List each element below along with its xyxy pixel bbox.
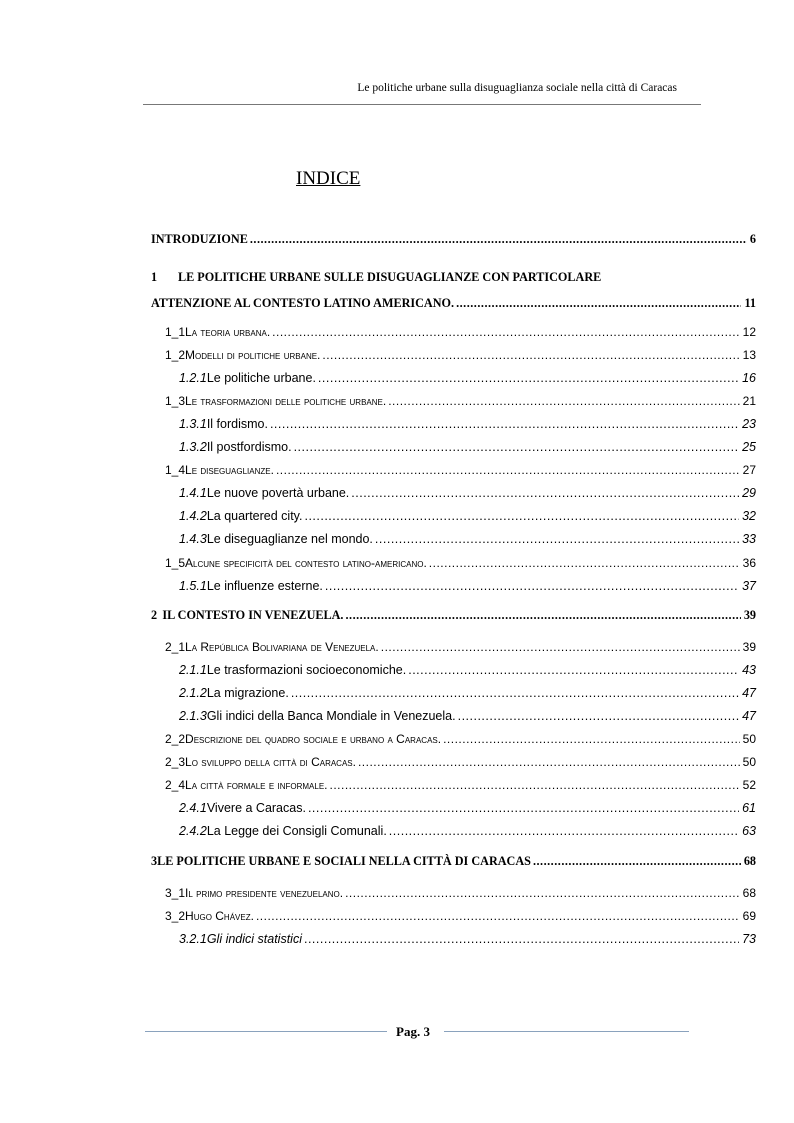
toc-entry-label: Le politiche urbane. [206, 371, 316, 385]
toc-entry-number: 3.2.1 [179, 932, 207, 946]
toc-entry-page: 39 [743, 608, 756, 622]
footer-divider-right [444, 1031, 689, 1032]
toc-entry-label: Alcune specificità del contesto latino-americano. [185, 556, 427, 570]
toc-entry[interactable] [151, 232, 756, 252]
toc-leader [325, 579, 739, 593]
toc-entry-page: 12 [742, 325, 756, 339]
toc-entry-number: 3_2 [165, 909, 186, 923]
toc-section[interactable] [165, 778, 756, 798]
toc-entry-page: 50 [742, 755, 756, 769]
toc-leader [381, 640, 740, 654]
toc-subsection[interactable] [179, 440, 756, 460]
toc-entry-number: 1_3 [165, 394, 186, 408]
toc-entry-number: 1.3.1 [179, 417, 207, 431]
toc-entry-number: 1.3.2 [179, 440, 207, 454]
toc-entry-page: 23 [742, 417, 756, 431]
toc-entry-page: 37 [742, 579, 756, 593]
toc-entry-page: 29 [742, 486, 756, 500]
page-number: Pag. 3 [396, 1024, 430, 1039]
toc-leader [533, 854, 741, 869]
toc-subsection[interactable] [179, 663, 756, 683]
toc-leader [308, 801, 739, 815]
toc-entry-page: 43 [742, 663, 756, 677]
toc-entry-number: 2.1.1 [179, 663, 207, 677]
toc-leader [318, 371, 739, 385]
toc-entry-number: 3_1 [165, 886, 186, 900]
toc-entry-number: 2.1.2 [179, 686, 207, 700]
toc-entry-number: 3 [151, 854, 158, 868]
toc-subsection[interactable] [179, 486, 756, 506]
toc-entry-label: LE POLITICHE URBANE E SOCIALI NELLA CITTÀ DI CARACAS [157, 854, 531, 868]
toc-entry-number: 1.4.2 [179, 509, 207, 523]
toc-entry-label: Il primo presidente venezuelano. [185, 886, 344, 900]
toc-entry-page: 50 [742, 732, 756, 746]
toc-entry-number: 1_1 [165, 325, 186, 339]
toc-entry-label: La città formale e informale. [185, 778, 328, 792]
toc-subsection[interactable] [179, 709, 756, 729]
toc-leader [322, 348, 739, 362]
page-title: INDICE [296, 168, 361, 189]
toc-section[interactable] [165, 348, 756, 368]
toc-entry-number: 1.4.3 [179, 532, 207, 546]
toc-entry-label: Hugo Chávez. [185, 909, 254, 923]
toc-entry-number: 1_5 [165, 556, 186, 570]
toc-entry-label: Lo sviluppo della città di Caracas. [185, 755, 356, 769]
toc-entry-page: 36 [742, 556, 756, 570]
toc-subsection[interactable] [179, 824, 756, 844]
toc-entry-label: Le influenze esterne. [206, 579, 323, 593]
toc-leader [270, 417, 739, 431]
toc-entry-label: Il fordismo. [206, 417, 268, 431]
toc-entry-number: 1_2 [165, 348, 186, 362]
toc-entry-page: 61 [742, 801, 756, 815]
footer-divider-left [145, 1031, 387, 1032]
toc-entry-label: ATTENZIONE AL CONTESTO LATINO AMERICANO. [151, 296, 455, 310]
toc-entry-page: 68 [743, 854, 756, 868]
toc-subsection[interactable] [179, 417, 756, 437]
toc-leader [250, 232, 747, 247]
toc-entry-label: Gli indici statistici [206, 932, 302, 946]
toc-entry-page: 32 [742, 509, 756, 523]
toc-leader [389, 824, 739, 838]
toc-entry-label: Modelli di politiche urbane. [185, 348, 321, 362]
toc-leader [345, 886, 740, 900]
toc-entry-label: La Legge dei Consigli Comunali. [206, 824, 387, 838]
toc-entry-label: La migrazione. [206, 686, 289, 700]
toc-entry-label: Gli indici della Banca Mondiale in Venezuela. [206, 709, 456, 723]
toc-section[interactable] [165, 556, 756, 576]
toc-leader [456, 296, 741, 311]
toc-entry-number: 2_1 [165, 640, 186, 654]
running-header: Le politiche urbane sulla disuguaglianza sociale nella città di Caracas [357, 82, 677, 94]
toc-chapter[interactable] [151, 854, 756, 874]
toc-entry-page: 21 [742, 394, 756, 408]
toc-entry-number: 2.4.1 [179, 801, 207, 815]
toc-subsection[interactable] [179, 579, 756, 599]
toc-entry-number: 2_2 [165, 732, 186, 746]
toc-entry-page: 27 [742, 463, 756, 477]
toc-section[interactable] [165, 732, 756, 752]
toc-section[interactable] [165, 394, 756, 414]
toc-entry-number: 2_4 [165, 778, 186, 792]
toc-leader [458, 709, 740, 723]
toc-entry-label: LE POLITICHE URBANE SULLE DISUGUAGLIANZE CON PARTICOLARE [178, 270, 602, 284]
toc-section[interactable] [165, 463, 756, 483]
toc-leader [304, 932, 739, 946]
toc-entry-number: 1 [151, 270, 158, 284]
toc-chapter[interactable] [151, 270, 756, 290]
toc-entry-label: IL CONTESTO IN VENEZUELA. [162, 608, 344, 622]
toc-entry-page: 13 [742, 348, 756, 362]
toc-entry-number: 1.2.1 [179, 371, 207, 385]
toc-subsection[interactable] [179, 686, 756, 706]
toc-leader [345, 608, 740, 623]
toc-section[interactable] [165, 755, 756, 775]
toc-entry-page: 47 [742, 686, 756, 700]
toc-leader [351, 486, 739, 500]
toc-leader [291, 686, 739, 700]
toc-entry-page: 47 [742, 709, 756, 723]
toc-chapter[interactable] [151, 608, 756, 628]
toc-entry-label: Le nuove povertà urbane. [206, 486, 350, 500]
toc-leader [375, 532, 739, 546]
toc-entry-page: 39 [742, 640, 756, 654]
toc-entry-label: Descrizione del quadro sociale e urbano a Caracas. [185, 732, 442, 746]
toc-entry-number: 1.5.1 [179, 579, 207, 593]
toc-entry-label: La República Bolivariana de Venezuela. [185, 640, 379, 654]
toc-leader [408, 663, 739, 677]
toc-subsection[interactable] [179, 801, 756, 821]
toc-entry-number: 2.1.3 [179, 709, 207, 723]
toc-entry-label: Le diseguaglianze nel mondo. [206, 532, 373, 546]
toc-leader [358, 755, 740, 769]
toc-leader [294, 440, 740, 454]
toc-entry-page: 52 [742, 778, 756, 792]
toc-chapter[interactable] [151, 296, 756, 316]
toc-entry-page: 16 [742, 371, 756, 385]
toc-entry-page: 69 [742, 909, 756, 923]
toc-entry-label: Vivere a Caracas. [206, 801, 306, 815]
toc-entry-label: Il postfordismo. [206, 440, 292, 454]
toc-entry-label: Le trasformazioni socioeconomiche. [206, 663, 407, 677]
toc-leader [272, 325, 739, 339]
toc-entry-number: 2_3 [165, 755, 186, 769]
toc-leader [443, 732, 740, 746]
toc-entry-label: Le diseguaglianze. [185, 463, 274, 477]
toc-entry-number: 2 [151, 608, 158, 622]
toc-entry-page: 6 [749, 232, 756, 246]
toc-section[interactable] [165, 909, 756, 929]
toc-entry-page: 68 [742, 886, 756, 900]
toc-entry-number: 1.4.1 [179, 486, 207, 500]
toc-section[interactable] [165, 325, 756, 345]
toc-entry-page: 63 [742, 824, 756, 838]
toc-entry-label: Le trasformazioni delle politiche urbane. [185, 394, 387, 408]
toc-entry-number: 1_4 [165, 463, 186, 477]
toc-leader [330, 778, 740, 792]
toc-entry-label: La quartered city. [206, 509, 303, 523]
header-divider [143, 104, 701, 105]
toc-section[interactable] [165, 640, 756, 660]
toc-entry-page: 73 [742, 932, 756, 946]
toc-section[interactable] [165, 886, 756, 906]
toc-entry-number: 2.4.2 [179, 824, 207, 838]
toc-leader [304, 509, 739, 523]
toc-leader [429, 556, 740, 570]
toc-subsection[interactable] [179, 509, 756, 529]
toc-entry-label: La teoria urbana. [185, 325, 271, 339]
toc-subsection[interactable] [179, 932, 756, 952]
toc-subsection[interactable] [179, 532, 756, 552]
toc-leader [256, 909, 740, 923]
toc-entry-label: INTRODUZIONE [151, 232, 248, 246]
toc-subsection[interactable] [179, 371, 756, 391]
toc-entry-page: 25 [742, 440, 756, 454]
toc-leader [276, 463, 740, 477]
toc-entry-page: 11 [744, 296, 756, 310]
toc-entry-page: 33 [742, 532, 756, 546]
toc-leader [388, 394, 739, 408]
